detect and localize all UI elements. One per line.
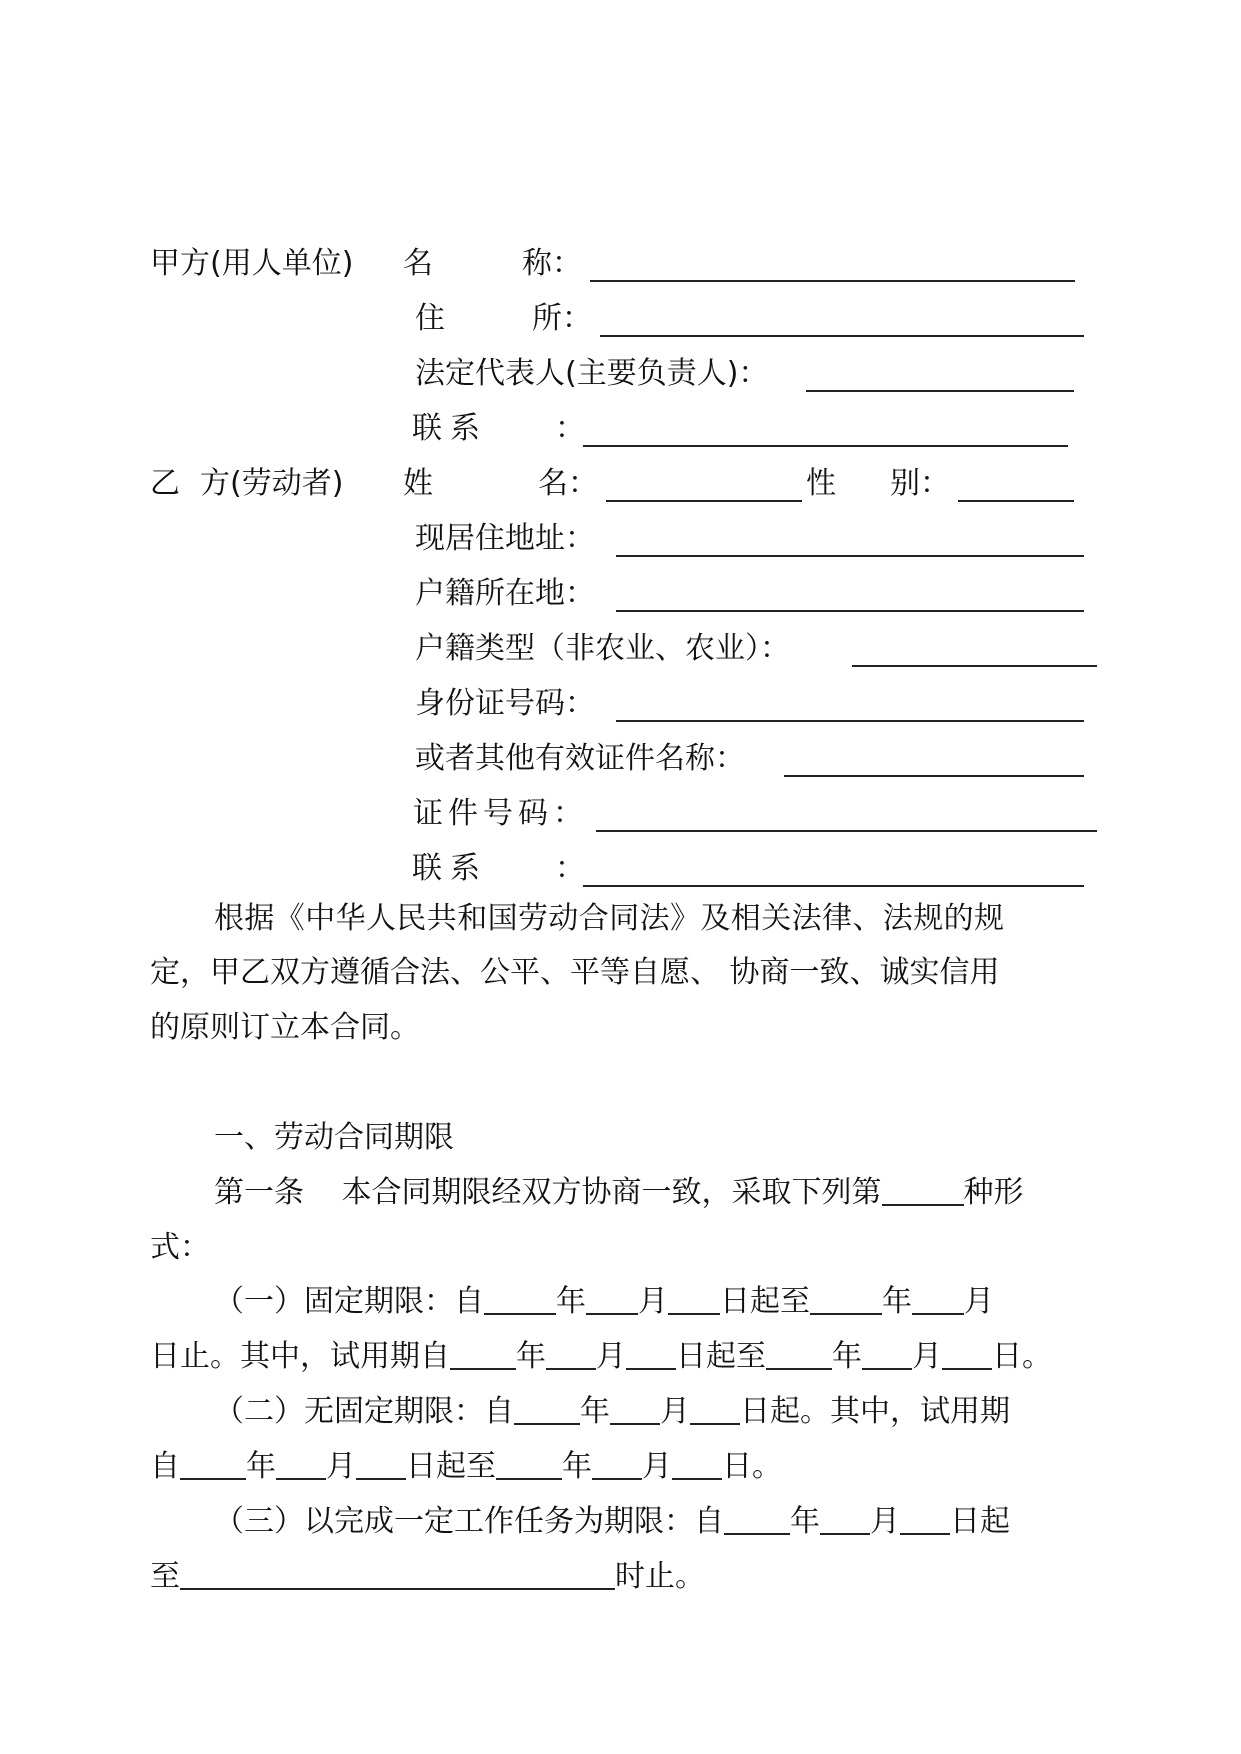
party-b-household-location-field[interactable] (616, 610, 1084, 612)
option-3-label: （三）以完成一定工作任务为期限：自 (214, 1504, 724, 1539)
article-1-line-2: 式： (150, 1230, 210, 1265)
option-3-line-1 (214, 1502, 1010, 1542)
w-ri-end: 日。 (992, 1339, 1052, 1374)
party-b-name-field[interactable] (606, 500, 802, 502)
w-ri-qi: 日起 (950, 1504, 1010, 1539)
opt2-start-day-field[interactable] (690, 1393, 740, 1425)
party-a-contact-field[interactable] (583, 445, 1068, 447)
party-b-current-address-label: 现居住地址： (415, 521, 595, 556)
party-a-address-field[interactable] (600, 335, 1084, 337)
party-b-household-type-field[interactable] (852, 665, 1097, 667)
party-b-name-label-1: 姓 (403, 466, 433, 501)
article-1-line-1 (214, 1173, 1024, 1213)
party-a-legal-rep-label: 法定代表人(主要负责人)： (415, 356, 769, 391)
party-a-name-label-1: 名 (403, 246, 433, 281)
preamble-line-3: 的原则订立本合同。 (150, 1010, 420, 1045)
party-a-address-label-2: 所： (532, 301, 592, 336)
party-b-name-label-2: 名： (538, 466, 598, 501)
w-nian: 年 (246, 1449, 276, 1484)
opt1-start-month-field[interactable] (586, 1283, 638, 1315)
party-a-name-field[interactable] (590, 280, 1075, 282)
w-ri-qi-zhi: 日起至 (406, 1449, 496, 1484)
opt2-start-month-field[interactable] (610, 1393, 660, 1425)
opt2-trial-end-month-field[interactable] (592, 1448, 642, 1480)
w-yue: 月 (964, 1284, 994, 1319)
w-ri-qi-zhi: 日起至 (720, 1284, 810, 1319)
party-b-cert-number-field[interactable] (596, 830, 1097, 832)
party-b-contact-label-2: ： (555, 851, 585, 886)
party-b-household-type-label: 户籍类型（非农业、农业）： (415, 631, 790, 666)
party-b-household-location-label: 户籍所在地： (415, 576, 595, 611)
opt2-trial-end-year-field[interactable] (496, 1448, 562, 1480)
opt3-start-year-field[interactable] (724, 1503, 790, 1535)
party-b-cert-number-label: 证件号码： (413, 796, 588, 831)
w-nian: 年 (580, 1394, 610, 1429)
opt1-end-year-field[interactable] (810, 1283, 882, 1315)
opt2-trial-end-day-field[interactable] (672, 1448, 722, 1480)
w-yue: 月 (912, 1339, 942, 1374)
opt1-trial-end-day-field[interactable] (942, 1338, 992, 1370)
opt2-trial-start-month-field[interactable] (276, 1448, 326, 1480)
party-a-contact-label-1: 联系 (412, 411, 488, 446)
w-nian: 年 (832, 1339, 862, 1374)
w-ri-qi-zhi: 日起至 (676, 1339, 766, 1374)
preamble-line-2: 定，甲乙双方遵循合法、公平、平等自愿、 协商一致、诚实信用 (150, 955, 1000, 990)
w-ri-zhi: 日止。其中，试用期自 (150, 1339, 450, 1374)
party-b-gender-label-1: 性 (806, 466, 836, 501)
option-1-line-2 (150, 1337, 1052, 1377)
opt3-task-field[interactable] (180, 1558, 615, 1590)
opt1-end-month-field[interactable] (912, 1283, 964, 1315)
option-2-line-1 (214, 1392, 1010, 1432)
w-yue: 月 (638, 1284, 668, 1319)
opt2-trial-start-day-field[interactable] (356, 1448, 406, 1480)
opt1-trial-end-year-field[interactable] (766, 1338, 832, 1370)
party-b-current-address-field[interactable] (616, 555, 1084, 557)
party-b-label-1: 乙 (150, 466, 180, 501)
w-nian: 年 (882, 1284, 912, 1319)
party-b-label-2: 方(劳动者) (200, 466, 344, 501)
w-yue: 月 (660, 1394, 690, 1429)
w-shizhi: 时止。 (615, 1559, 705, 1594)
w-zhi: 至 (150, 1559, 180, 1594)
article-1-form-choice-field[interactable] (882, 1174, 964, 1206)
option-3-line-2 (150, 1557, 705, 1597)
party-a-legal-rep-field[interactable] (806, 390, 1074, 392)
section-1-heading: 一、劳动合同期限 (214, 1120, 454, 1155)
w-nian: 年 (790, 1504, 820, 1539)
w-ri-end: 日。 (722, 1449, 782, 1484)
opt1-start-year-field[interactable] (484, 1283, 556, 1315)
party-b-other-id-name-label: 或者其他有效证件名称： (415, 741, 745, 776)
option-1-line-1 (214, 1282, 994, 1322)
party-b-gender-field[interactable] (958, 500, 1074, 502)
party-a-label: 甲方(用人单位) (150, 246, 354, 281)
w-nian: 年 (516, 1339, 546, 1374)
opt2-trial-start-year-field[interactable] (180, 1448, 246, 1480)
article-1-text: 本合同期限经双方协商一致，采取下列第 (341, 1175, 882, 1210)
opt3-start-month-field[interactable] (820, 1503, 870, 1535)
party-b-other-id-name-field[interactable] (784, 775, 1084, 777)
w-qizhong: 日起。其中，试用期 (740, 1394, 1010, 1429)
opt2-start-year-field[interactable] (514, 1393, 580, 1425)
opt1-start-day-field[interactable] (668, 1283, 720, 1315)
opt3-start-day-field[interactable] (900, 1503, 950, 1535)
w-yue: 月 (870, 1504, 900, 1539)
opt1-trial-start-year-field[interactable] (450, 1338, 516, 1370)
party-b-contact-field[interactable] (583, 885, 1084, 887)
w-zi: 自 (150, 1449, 180, 1484)
party-b-id-number-label: 身份证号码： (415, 686, 595, 721)
preamble-line-1: 根据《中华人民共和国劳动合同法》及相关法律、法规的规 (214, 901, 1005, 936)
w-nian: 年 (562, 1449, 592, 1484)
party-a-address-label-1: 住 (415, 301, 445, 336)
opt1-trial-start-day-field[interactable] (626, 1338, 676, 1370)
article-1-text-cont: 种形 (963, 1175, 1024, 1210)
w-yue: 月 (642, 1449, 672, 1484)
w-nian: 年 (556, 1284, 586, 1319)
party-b-gender-label-2: 别： (890, 466, 950, 501)
party-a-contact-label-2: ： (555, 411, 585, 446)
option-2-line-2 (150, 1447, 782, 1487)
party-b-id-number-field[interactable] (616, 720, 1084, 722)
option-1-label: （一）固定期限：自 (214, 1284, 484, 1319)
w-yue: 月 (326, 1449, 356, 1484)
opt1-trial-end-month-field[interactable] (862, 1338, 912, 1370)
party-b-contact-label-1: 联系 (412, 851, 488, 886)
article-1-number: 第一条 (214, 1175, 304, 1210)
option-2-label: （二）无固定期限：自 (214, 1394, 514, 1429)
opt1-trial-start-month-field[interactable] (546, 1338, 596, 1370)
w-yue: 月 (596, 1339, 626, 1374)
party-a-name-label-2: 称： (522, 246, 582, 281)
